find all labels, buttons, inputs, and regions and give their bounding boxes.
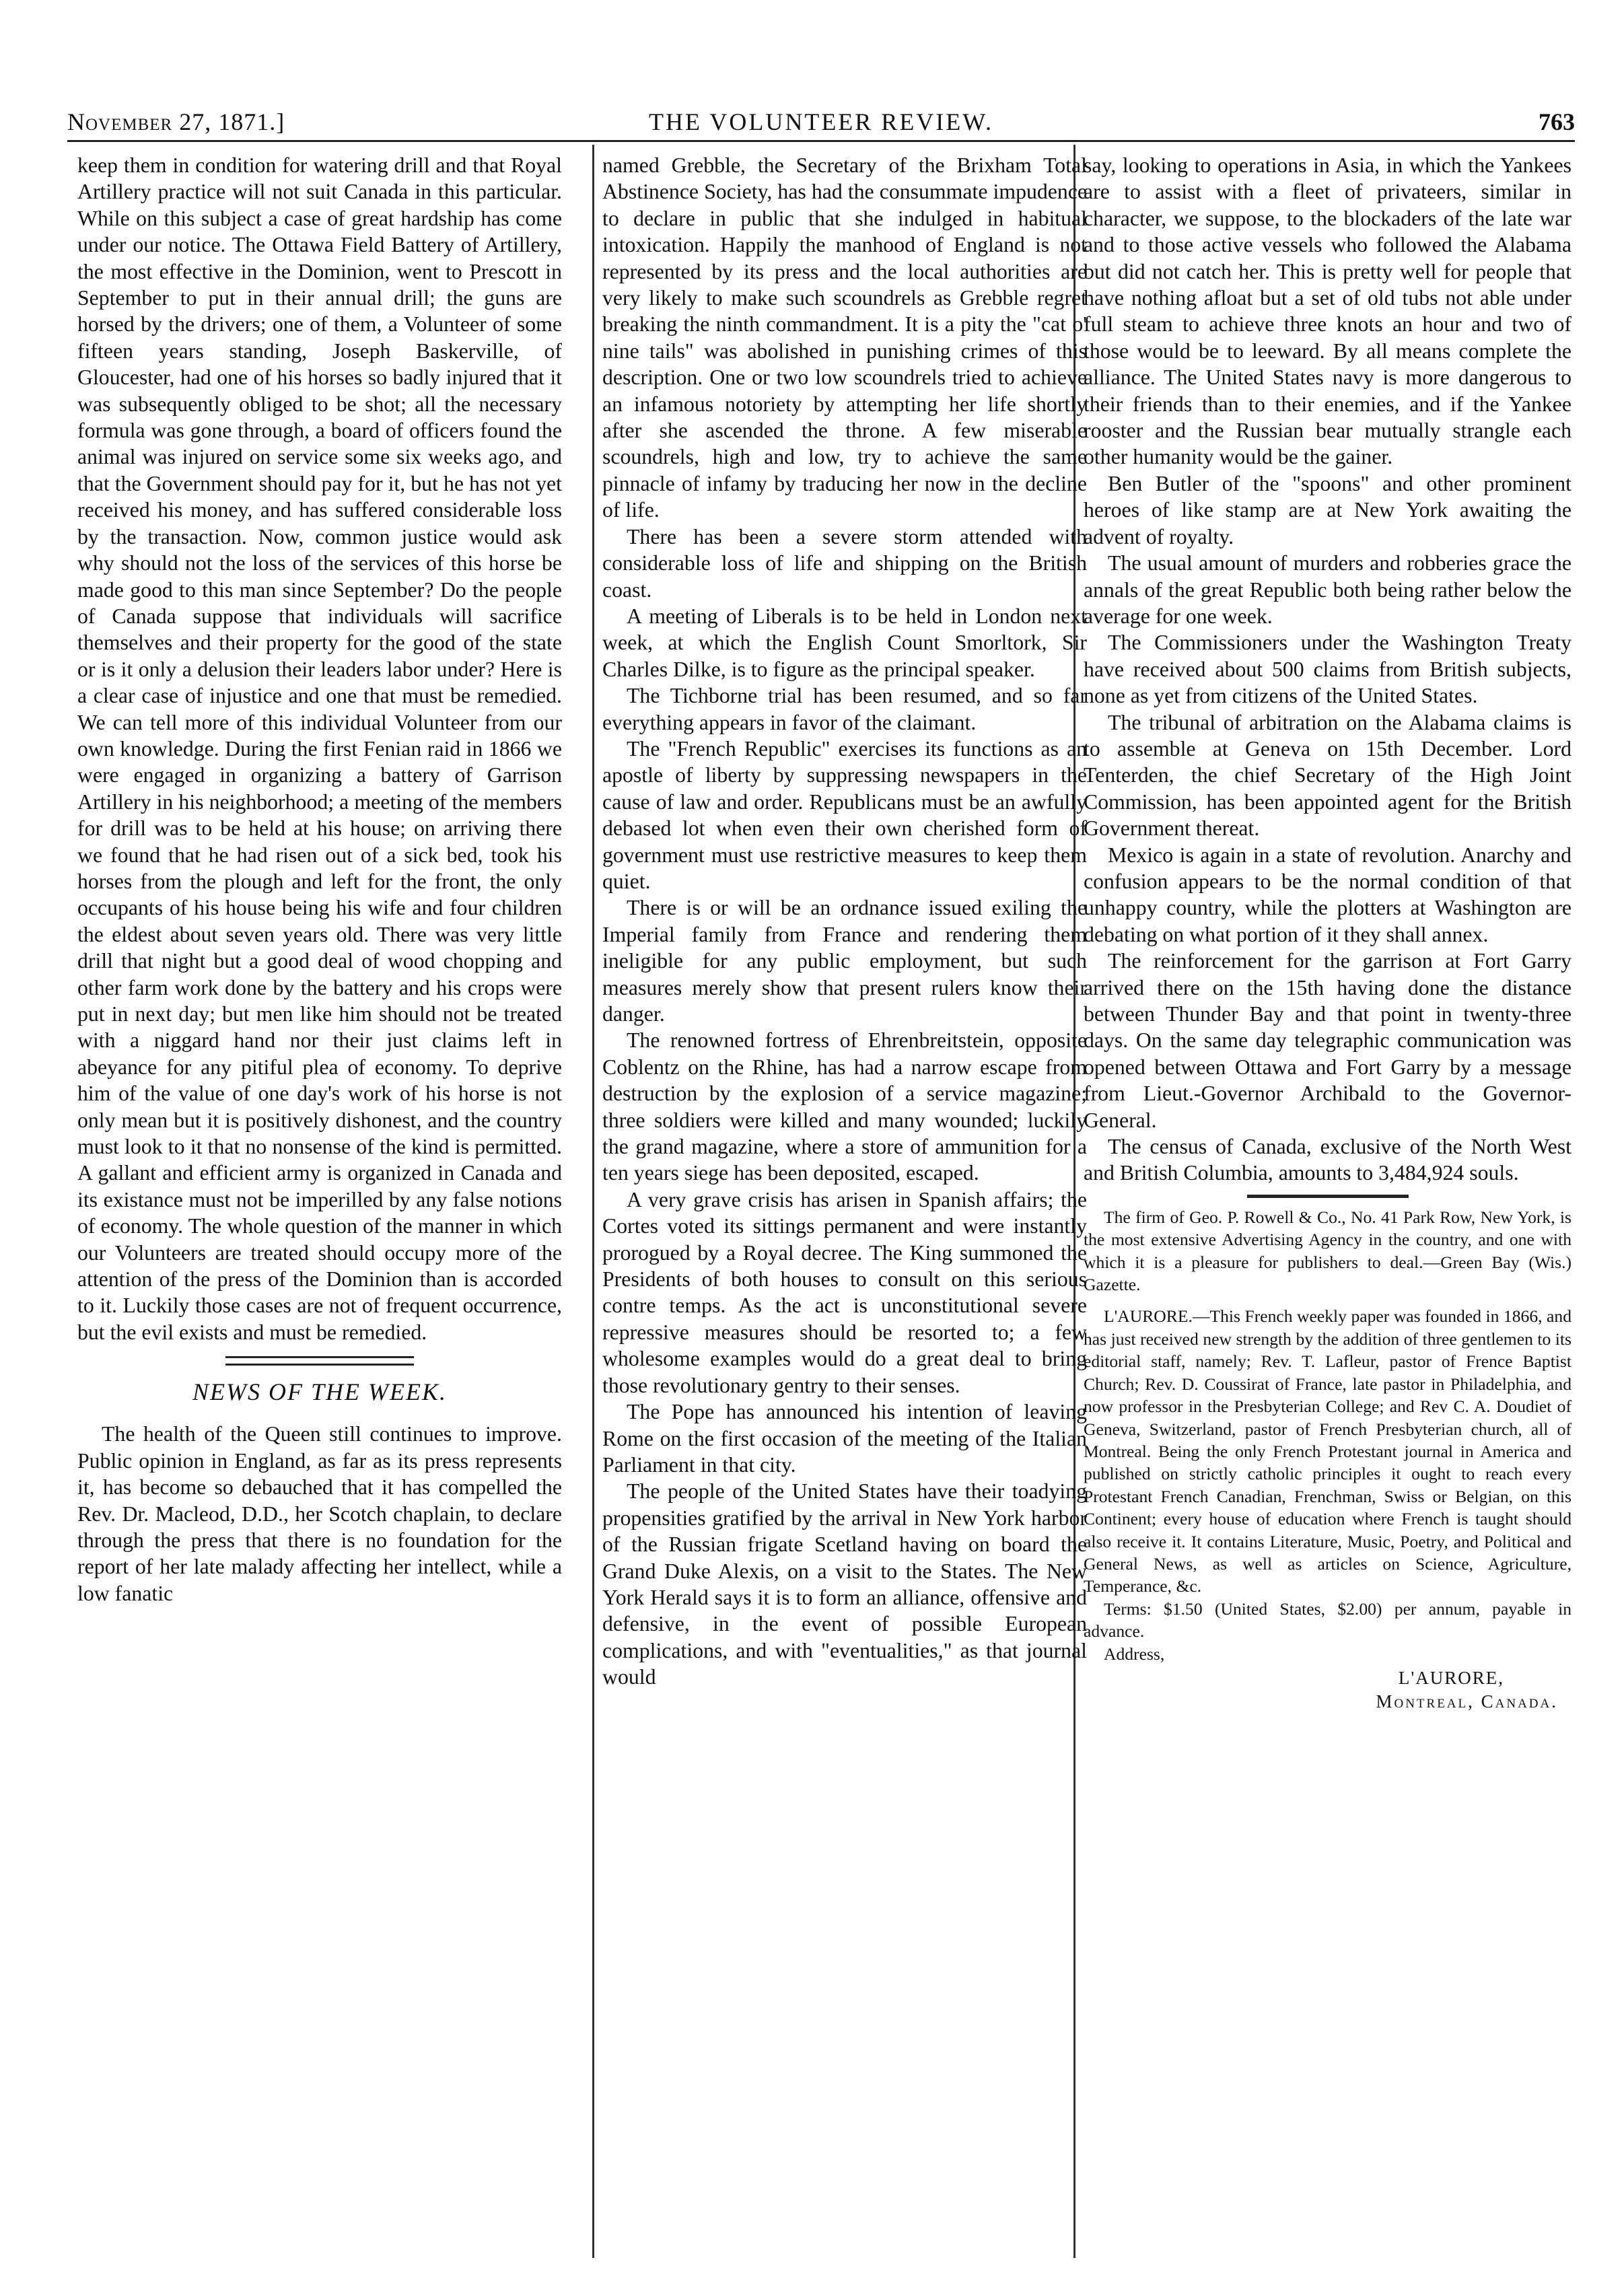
news-paragraph: The census of Canada, exclusive of the North West and British Columbia, amounts to 3,484,924 souls. xyxy=(1084,1135,1572,1185)
aurore-advertisement: L'AURORE.—This French weekly paper was founded in 1866, and has just received new strength by the addition of three gentlemen to its editorial staff, namely; Rev. T. Lafleur, pastor of Frence Baptist Church; Rev. D. Coussirat of France, late pastor in Philadelphia, and now professor in the Presbyterian College; and Rev C. A. Doudiet of Geneva, Switzerland, pastor of French Presbyterian church, all of Montreal. Being the only French Protestant journal in America and published on strictly catholic principles it ought to reach every Protestant French Canadian, Frenchman, Swiss or Belgian, on this Continent; every house of education where French is taught should also receive it. It contains Literature, Music, Poetry, and Political and General News, as well as articles on Science, Agriculture, Temperance, &c. xyxy=(1084,1306,1572,1596)
column-1 xyxy=(77,152,562,2259)
header-rule xyxy=(67,140,1575,142)
news-paragraph: named Grebble, the Secretary of the Brixham Total Abstinence Society, has had the consummate impudence to declare in public that she indulged in habitual intoxication. Happily the manhood of England is not represented by its press and the local authorities are very likely to make such scoundrels as Grebble regret breaking the ninth commandment. It is a pity the "cat o' nine tails" was abolished in punishing crimes of this description. One or two low scoundrels tried to achieve an infamous notoriety by attempting her life shortly after she ascended the throne. A few miserable scoundrels, high and low, try to achieve the same pinnacle of infamy by traducing her now in the decline of life. xyxy=(602,153,1087,522)
page-header xyxy=(67,108,1575,143)
news-paragraph: The Tichborne trial has been resumed, and so far everything appears in favor of the claimant. xyxy=(602,684,1087,734)
column-3 xyxy=(1084,152,1572,2259)
header-date: November 27, 1871.] xyxy=(67,108,285,135)
aurore-terms: Terms: $1.50 (United States, $2.00) per annum, payable in advance. xyxy=(1084,1598,1572,1642)
news-paragraph: The health of the Queen still continues to improve. Public opinion in England, as far as its press represents it, has become so debauched that it has compelled the Rev. Dr. Macleod, D.D., her Scotch chaplain, to declare through the press that there is no foundation for the report of her late malady affecting her intellect, while a low fanatic xyxy=(77,1422,562,1605)
column-2 xyxy=(602,152,1087,2259)
news-paragraph: Mexico is again in a state of revolution. Anarchy and confusion appears to be the normal condition of that unhappy country, while the plotters at Washington are debating on what portion of it they shall annex. xyxy=(1084,843,1572,946)
news-paragraph: The "French Republic" exercises its functions as an apostle of liberty by suppressing newspapers in the cause of law and order. Republicans must be an awfully debased lot when even their own cherished form of government must use restrictive measures to keep them quiet. xyxy=(602,736,1087,893)
news-paragraph: A very grave crisis has arisen in Spanish affairs; the Cortes voted its sittings permanent and were instantly prorogued by a Royal decree. The King summoned the Presidents of both houses to consult on this serious contre temps. As the act is unconstitutional severe repressive measures should be resorted to; a few wholesome examples would do a great deal to bring those revolutionary gentry to their senses. xyxy=(602,1187,1087,1397)
aurore-address-label: Address, xyxy=(1104,1644,1165,1664)
news-paragraph: The reinforcement for the garrison at Fort Garry arrived there on the 15th having done the distance between Thunder Bay and that point in twenty-three days. On the same day telegraphic communication was opened between Ottawa and Fort Garry by a message from Lieut.-Governor Archibald to the Governor-General. xyxy=(1084,949,1572,1132)
editorial-paragraph: keep them in condition for watering drill and that Royal Artillery practice will not suit Canada in this particular. While on this subject a case of great hardship has come under our notice. The Ottawa Field Battery of Artillery, the most effective in the Dominion, went to Prescott in September to put in their annual drill; the guns are horsed by the drivers; one of them, a Volunteer of some fifteen years standing, Joseph Baskerville, of Gloucester, had one of his horses so badly injured that it was subsequently obliged to be shot; all the necessary formula was gone through, a board of officers found the animal was injured on service some six weeks ago, and that the Government should pay for it, but he has not yet received his money, and has suffered considerable loss by the transaction. Now, common justice would ask why should not the loss of the services of this horse be made good to this man since September? Do the people of Canada suppose that individuals will sacrifice themselves and their property for the good of the state or is it only a delusion their leaders labor under? Here is a clear case of injustice and one that must be remedied. We can tell more of this individual Volunteer from our own knowledge. During the first Fenian raid in 1866 we were engaged in organizing a battery of Garrison Artillery in his neighborhood; a meeting of the members for drill was to be held at his house; on arriving there we found that he had risen out of a sick bed, took his horses from the plough and left for the front, the only occupants of his house being his wife and four children the eldest about seven years old. There was very little drill that night but a good deal of wood chopping and other farm work done by the battery and his crops were put in next day; but men like him should not be treated with a niggard hand nor their just claims left in abeyance for any pitiful plea of economy. To deprive him of the value of one day's work of his horse is not only mean but it is positively dishonest, and the country must look to it that no nonsense of the kind is permitted. A gallant and efficient army is organized in Canada and its existance must not be imperilled by any false notions of economy. The whole question of the manner in which our Volunteers are treated should occupy more of the attention of the press of the Dominion than is accorded to it. Luckily those cases are not of frequent occurrence, but the evil exists and must be remedied. xyxy=(77,153,562,1344)
news-paragraph: The usual amount of murders and robberies grace the annals of the great Republic both being rather below the average for one week. xyxy=(1084,551,1572,628)
page-number: 763 xyxy=(1539,108,1575,135)
news-paragraph: The people of the United States have their toadying propensities gratified by the arrival in New York harbor of the Russian frigate Scetland having on board the Grand Duke Alexis, on a visit to the States. The New York Herald says it is to form an alliance, offensive and defensive, in the event of possible European complications, and with "eventualities," as that journal would xyxy=(602,1479,1087,1689)
section-divider xyxy=(225,1356,414,1366)
header-title: THE VOLUNTEER REVIEW. xyxy=(649,108,993,135)
news-paragraph: The Commissioners under the Washington Treaty have received about 500 claims from British subjects, none as yet from citizens of the United States. xyxy=(1084,631,1572,708)
aurore-location: Montreal, Canada. xyxy=(1376,1691,1558,1712)
news-paragraph: The tribunal of arbitration on the Alabama claims is to assemble at Geneva on 15th December. Lord Tenterden, the chief Secretary of the High Joint Commission, has been appointed agent for the British Government thereat. xyxy=(1084,710,1572,841)
news-paragraph: say, looking to operations in Asia, in which the Yankees are to assist with a fleet of privateers, similar in character, we suppose, to the blockaders of the late war and to those active vessels who followed the Alabama but did not catch her. This is pretty well for people that have nothing afloat but a set of old tubs not able under full steam to achieve three knots an hour and two of those would be to leeward. By all means complete the alliance. The United States navy is more dangerous to their friends than to their enemies, and if the Yankee rooster and the Russian bear mutually strangle each other humanity would be the gainer. xyxy=(1084,153,1572,469)
news-paragraph: The Pope has announced his intention of leaving Rome on the first occasion of the meeting of the Italian Parliament in that city. xyxy=(602,1400,1087,1477)
news-paragraph: Ben Butler of the "spoons" and other prominent heroes of like stamp are at New York awaiting the advent of royalty. xyxy=(1084,471,1572,549)
notice-divider xyxy=(1247,1195,1409,1198)
news-paragraph: A meeting of Liberals is to be held in London next week, at which the English Count Smorltork, Sir Charles Dilke, is to figure as the principal speaker. xyxy=(602,604,1087,681)
column-divider-1 xyxy=(592,145,594,2258)
news-paragraph: The renowned fortress of Ehrenbreitstein, opposite Coblentz on the Rhine, has had a narrow escape from destruction by the explosion of a service magazine; three soldiers were killed and many wounded; luckily the grand magazine, where a store of ammunition for a ten years siege has been deposited, escaped. xyxy=(602,1028,1087,1185)
advertising-notice: The firm of Geo. P. Rowell & Co., No. 41 Park Row, New York, is the most extensive Advertising Agency in the country, and one with which it is a pleasure for publishers to deal.—Green Bay (Wis.) Gazette. xyxy=(1084,1207,1572,1295)
news-section-title: NEWS OF THE WEEK. xyxy=(192,1378,447,1406)
news-paragraph: There has been a severe storm attended with considerable loss of life and shipping on the British coast. xyxy=(602,524,1087,602)
news-paragraph: There is or will be an ordnance issued exiling the Imperial family from France and rendering them ineligible for any public employment, but such measures merely show that present rulers know their danger. xyxy=(602,896,1087,1026)
aurore-signature: L'AURORE, xyxy=(1398,1667,1504,1688)
